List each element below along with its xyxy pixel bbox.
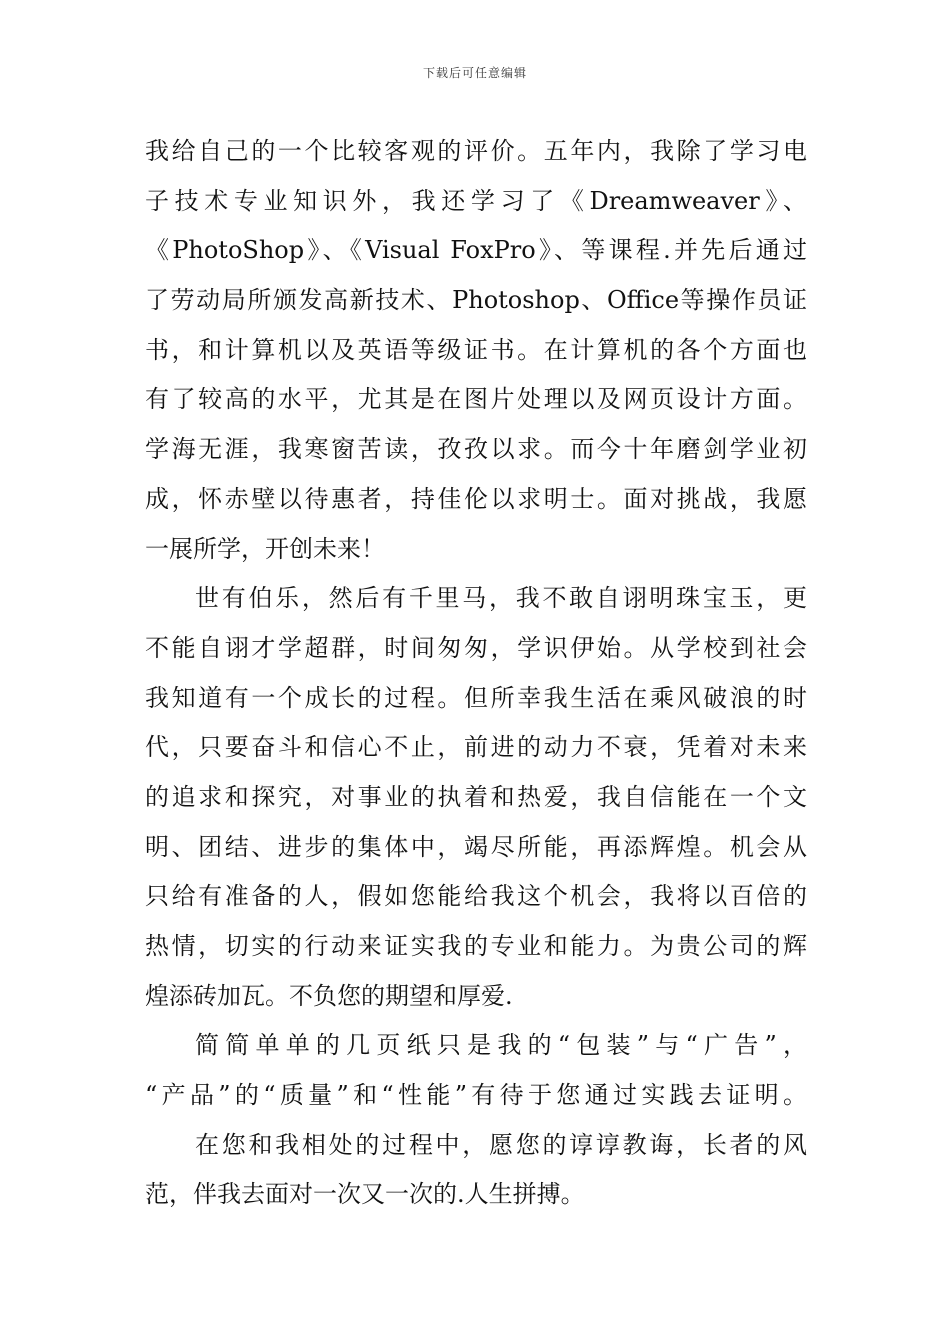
text-line-10: 世有伯乐，然后有千里马，我不敢自诩明珠宝玉，更 bbox=[195, 584, 807, 613]
text-line-7: 学海无涯，我寒窗苦读，孜孜以求。而今十年磨剑学业初 bbox=[145, 435, 807, 464]
text-line-2: 子技术专业知识外，我还学习了《Dreamweaver》、 bbox=[145, 186, 807, 215]
text-line-18: 煌添砖加瓦。不负您的期望和厚爱. bbox=[145, 981, 513, 1010]
text-line-21: 在您和我相处的过程中，愿您的谆谆教诲，长者的风 bbox=[195, 1130, 807, 1159]
text-line-8: 成，怀赤壁以待惠者，持佳伦以求明士。面对挑战，我愿 bbox=[145, 484, 807, 513]
text-line-22: 范，伴我去面对一次又一次的.人生拼搏。 bbox=[145, 1180, 585, 1209]
text-line-11: 不能自诩才学超群，时间匆匆，学识伊始。从学校到社会 bbox=[145, 633, 807, 662]
text-line-14: 的追求和探究，对事业的执着和热爱，我自信能在一个文 bbox=[145, 782, 807, 811]
text-line-9: 一展所学，开创未来！ bbox=[145, 534, 385, 563]
text-line-6: 有了较高的水平，尤其是在图片处理以及网页设计方面。 bbox=[145, 385, 807, 414]
body-text bbox=[145, 127, 807, 1220]
page-header-note: 下载后可任意编辑 bbox=[422, 66, 527, 80]
text-line-17: 热情，切实的行动来证实我的专业和能力。为贵公司的辉 bbox=[145, 932, 807, 960]
text-line-13: 代，只要奋斗和信心不止，前进的动力不衰，凭着对未来 bbox=[145, 733, 807, 762]
text-line-4: 了劳动局所颁发高新技术、Photoshop、Office等操作员证 bbox=[145, 286, 807, 315]
text-line-1: 我给自己的一个比较客观的评价。五年内，我除了学习电 bbox=[145, 137, 807, 165]
text-line-3: 《PhotoShop》、《Visual FoxPro》、等课程.并先后通过 bbox=[145, 236, 807, 265]
text-line-16: 只给有准备的人，假如您能给我这个机会，我将以百倍的 bbox=[145, 882, 807, 911]
text-line-12: 我知道有一个成长的过程。但所幸我生活在乘风破浪的时 bbox=[145, 683, 807, 712]
text-line-20: “产品”的“质量”和“性能”有待于您通过实践去证明。 bbox=[145, 1081, 807, 1110]
text-line-15: 明、团结、进步的集体中，竭尽所能，再添辉煌。机会从 bbox=[145, 832, 807, 861]
text-line-19: 简简单单的几页纸只是我的“包装”与“广告”， bbox=[195, 1031, 807, 1060]
text-line-5: 书，和计算机以及英语等级证书。在计算机的各个方面也 bbox=[145, 335, 807, 364]
